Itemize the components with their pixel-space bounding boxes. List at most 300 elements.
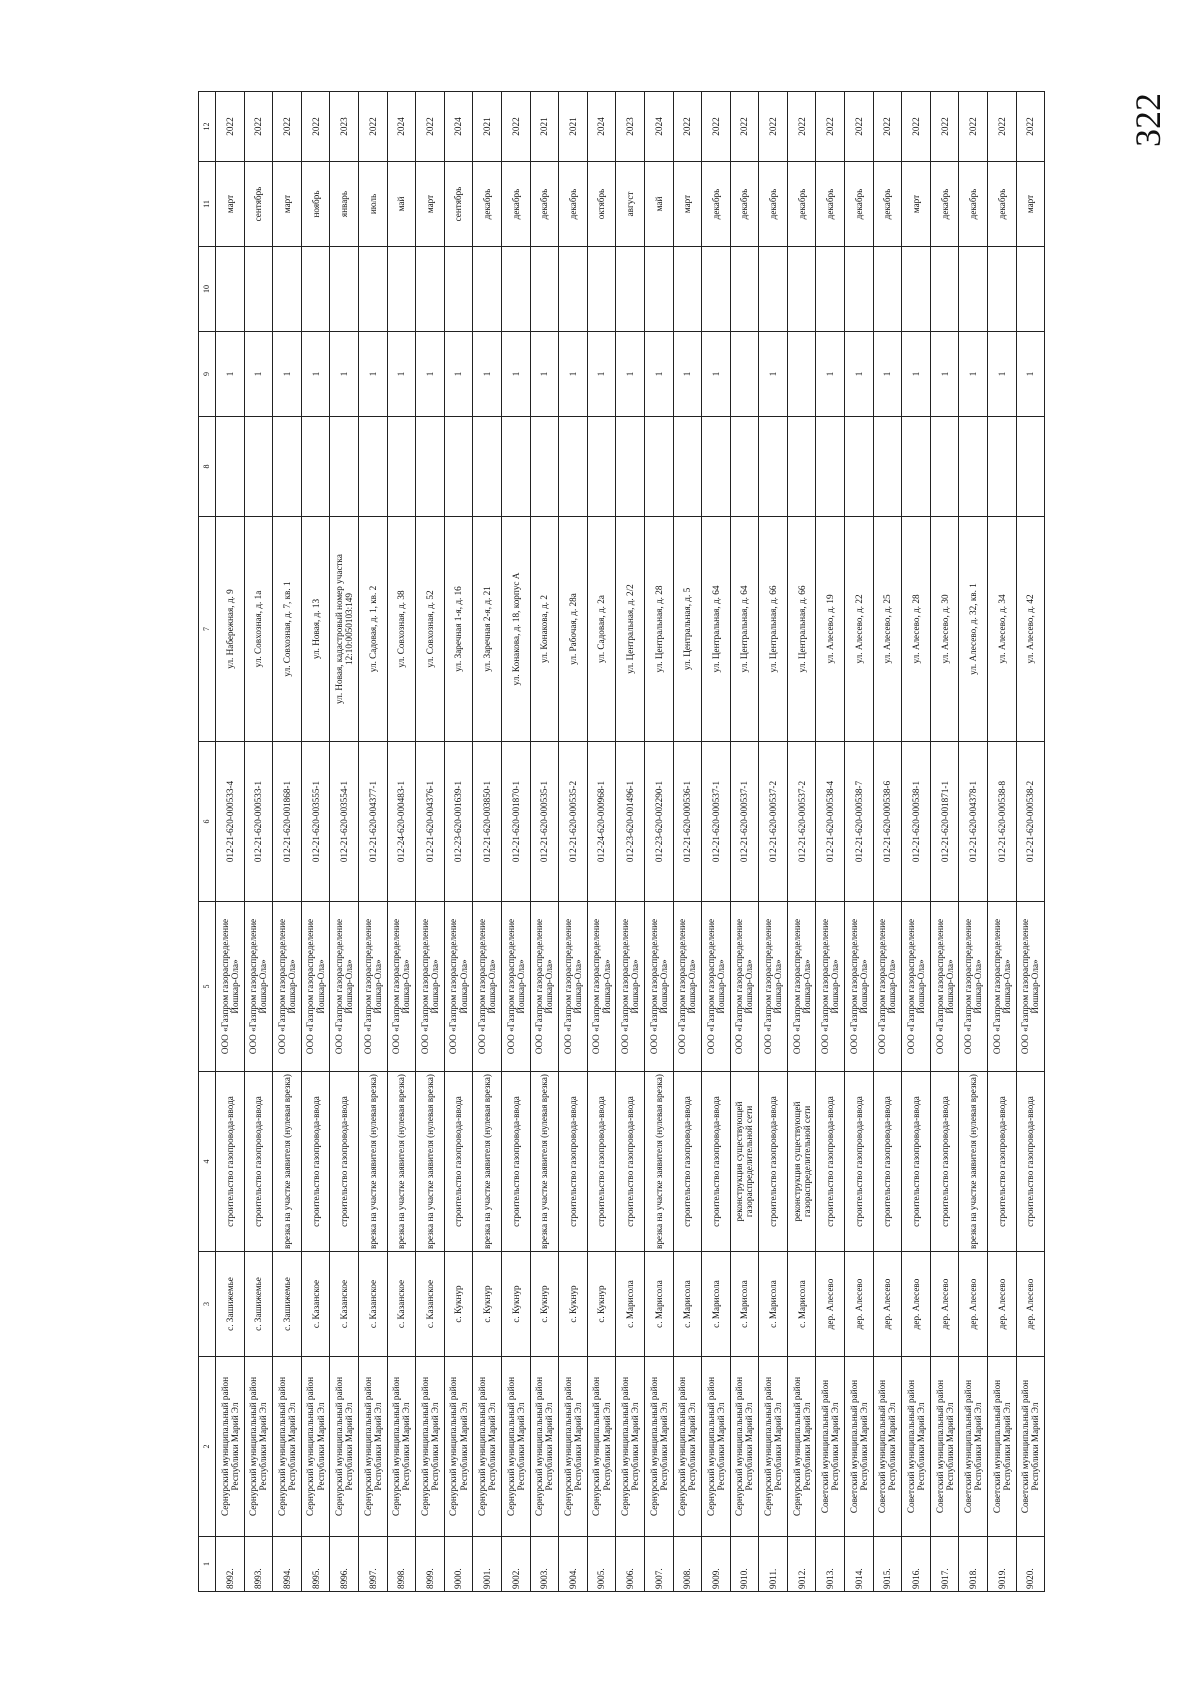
row-number: 9013. bbox=[816, 1537, 845, 1592]
row-number: 9011. bbox=[759, 1537, 788, 1592]
col8-cell bbox=[1016, 417, 1045, 517]
registration-code-cell: 012-24-620-000968-1 bbox=[587, 742, 616, 902]
district-cell: Сернурский муниципальный район Республики Марий Эл bbox=[616, 1357, 645, 1537]
row-number: 8999. bbox=[416, 1537, 445, 1592]
registration-code-cell: 012-21-620-000538-1 bbox=[902, 742, 931, 902]
organization-cell: ООО «Газпром газораспределение Йошкар-Ола» bbox=[301, 902, 330, 1072]
organization-cell: ООО «Газпром газораспределение Йошкар-Ола» bbox=[902, 902, 931, 1072]
organization-cell: ООО «Газпром газораспределение Йошкар-Ола» bbox=[501, 902, 530, 1072]
col10-cell bbox=[902, 247, 931, 332]
row-number: 9019. bbox=[988, 1537, 1017, 1592]
quantity-cell: 1 bbox=[1016, 332, 1045, 417]
district-cell: Советский муниципальный район Республики Марий Эл bbox=[902, 1357, 931, 1537]
row-number: 9006. bbox=[616, 1537, 645, 1592]
organization-cell: ООО «Газпром газораспределение Йошкар-Ола» bbox=[930, 902, 959, 1072]
table-row bbox=[501, 92, 530, 1592]
quantity-cell: 1 bbox=[358, 332, 387, 417]
quantity-cell: 1 bbox=[644, 332, 673, 417]
district-cell: Советский муниципальный район Республики Марий Эл bbox=[1016, 1357, 1045, 1537]
month-cell: декабрь bbox=[845, 162, 874, 247]
address-cell: ул. Заречная 2-я, д. 21 bbox=[473, 517, 502, 742]
quantity-cell: 1 bbox=[559, 332, 588, 417]
registration-code-cell: 012-23-620-001496-1 bbox=[616, 742, 645, 902]
district-cell: Сернурский муниципальный район Республики Марий Эл bbox=[702, 1357, 731, 1537]
district-cell: Сернурский муниципальный район Республики Марий Эл bbox=[444, 1357, 473, 1537]
year-cell: 2023 bbox=[330, 92, 359, 162]
address-cell: ул. Заречная 1-я, д. 16 bbox=[444, 517, 473, 742]
district-cell: Советский муниципальный район Республики Марий Эл bbox=[816, 1357, 845, 1537]
organization-cell: ООО «Газпром газораспределение Йошкар-Ола» bbox=[330, 902, 359, 1072]
quantity-cell: 1 bbox=[845, 332, 874, 417]
organization-cell: ООО «Газпром газораспределение Йошкар-Ола» bbox=[845, 902, 874, 1072]
table-row bbox=[330, 92, 359, 1592]
quantity-cell: 1 bbox=[930, 332, 959, 417]
year-cell: 2022 bbox=[845, 92, 874, 162]
col8-cell bbox=[816, 417, 845, 517]
organization-cell: ООО «Газпром газораспределение Йошкар-Ола» bbox=[673, 902, 702, 1072]
year-cell: 2024 bbox=[444, 92, 473, 162]
district-cell: Сернурский муниципальный район Республики Марий Эл bbox=[330, 1357, 359, 1537]
col8-cell bbox=[444, 417, 473, 517]
col10-cell bbox=[473, 247, 502, 332]
registration-code-cell: 012-23-620-001639-1 bbox=[444, 742, 473, 902]
address-cell: ул. Алесево, д. 32, кв. 1 bbox=[959, 517, 988, 742]
address-cell: ул. Центральная, д. 28 bbox=[644, 517, 673, 742]
col-header-1: 1 bbox=[199, 1537, 216, 1592]
address-cell: ул. Центральная, д. 66 bbox=[759, 517, 788, 742]
year-cell: 2021 bbox=[559, 92, 588, 162]
table-body bbox=[216, 92, 1045, 1592]
col10-cell bbox=[444, 247, 473, 332]
row-number: 9002. bbox=[501, 1537, 530, 1592]
table-row bbox=[1016, 92, 1045, 1592]
quantity-cell: 1 bbox=[902, 332, 931, 417]
address-cell: ул. Алесево, д. 28 bbox=[902, 517, 931, 742]
col-header-4: 4 bbox=[199, 1072, 216, 1252]
organization-cell: ООО «Газпром газораспределение Йошкар-Ола» bbox=[358, 902, 387, 1072]
col10-cell bbox=[616, 247, 645, 332]
organization-cell: ООО «Газпром газораспределение Йошкар-Ола» bbox=[959, 902, 988, 1072]
table-row bbox=[873, 92, 902, 1592]
district-cell: Советский муниципальный район Республики Марий Эл bbox=[988, 1357, 1017, 1537]
row-number: 8997. bbox=[358, 1537, 387, 1592]
col10-cell bbox=[387, 247, 416, 332]
row-number: 9017. bbox=[930, 1537, 959, 1592]
col-header-3: 3 bbox=[199, 1252, 216, 1357]
registration-code-cell: 012-21-620-000537-2 bbox=[759, 742, 788, 902]
col10-cell bbox=[587, 247, 616, 332]
settlement-cell: с. Казанское bbox=[330, 1252, 359, 1357]
district-cell: Сернурский муниципальный район Республики Марий Эл bbox=[387, 1357, 416, 1537]
table-row bbox=[444, 92, 473, 1592]
col8-cell bbox=[873, 417, 902, 517]
col-header-11: 11 bbox=[199, 162, 216, 247]
quantity-cell: 1 bbox=[587, 332, 616, 417]
address-cell: ул. Центральная, д. 66 bbox=[787, 517, 816, 742]
address-cell: ул. Алесево, д. 42 bbox=[1016, 517, 1045, 742]
address-cell: ул. Садовая, д. 1, кв. 2 bbox=[358, 517, 387, 742]
col-header-12: 12 bbox=[199, 92, 216, 162]
year-cell: 2022 bbox=[673, 92, 702, 162]
row-number: 9010. bbox=[730, 1537, 759, 1592]
registration-code-cell: 012-23-620-002290-1 bbox=[644, 742, 673, 902]
organization-cell: ООО «Газпром газораспределение Йошкар-Ола» bbox=[730, 902, 759, 1072]
quantity-cell: 1 bbox=[873, 332, 902, 417]
col-header-2: 2 bbox=[199, 1357, 216, 1537]
organization-cell: ООО «Газпром газораспределение Йошкар-Ола» bbox=[216, 902, 245, 1072]
row-number: 9018. bbox=[959, 1537, 988, 1592]
settlement-cell: с. Кукнур bbox=[473, 1252, 502, 1357]
col8-cell bbox=[416, 417, 445, 517]
quantity-cell bbox=[787, 332, 816, 417]
registration-code-cell: 012-21-620-000537-1 bbox=[702, 742, 731, 902]
district-cell: Сернурский муниципальный район Республики Марий Эл bbox=[787, 1357, 816, 1537]
address-cell: ул. Совхозная, д. 1а bbox=[244, 517, 273, 742]
work-type-cell: строительство газопровода-ввода bbox=[616, 1072, 645, 1252]
table-row bbox=[759, 92, 788, 1592]
col8-cell bbox=[473, 417, 502, 517]
table-row bbox=[787, 92, 816, 1592]
organization-cell: ООО «Газпром газораспределение Йошкар-Ола» bbox=[873, 902, 902, 1072]
col10-cell bbox=[816, 247, 845, 332]
col10-cell bbox=[559, 247, 588, 332]
month-cell: декабрь bbox=[930, 162, 959, 247]
month-cell: март bbox=[902, 162, 931, 247]
work-type-cell: врезка на участке заявителя (нулевая врезка) bbox=[387, 1072, 416, 1252]
row-number: 9014. bbox=[845, 1537, 874, 1592]
table-row bbox=[530, 92, 559, 1592]
quantity-cell: 1 bbox=[330, 332, 359, 417]
col8-cell bbox=[787, 417, 816, 517]
district-cell: Сернурский муниципальный район Республики Марий Эл bbox=[501, 1357, 530, 1537]
col10-cell bbox=[1016, 247, 1045, 332]
settlement-cell: с. Казанское bbox=[301, 1252, 330, 1357]
quantity-cell: 1 bbox=[416, 332, 445, 417]
row-number: 9008. bbox=[673, 1537, 702, 1592]
registration-code-cell: 012-21-620-000538-6 bbox=[873, 742, 902, 902]
district-cell: Сернурский муниципальный район Республики Марий Эл bbox=[416, 1357, 445, 1537]
col8-cell bbox=[730, 417, 759, 517]
district-cell: Советский муниципальный район Республики Марий Эл bbox=[845, 1357, 874, 1537]
organization-cell: ООО «Газпром газораспределение Йошкар-Ола» bbox=[1016, 902, 1045, 1072]
table-row bbox=[930, 92, 959, 1592]
row-number: 9015. bbox=[873, 1537, 902, 1592]
district-cell: Сернурский муниципальный район Республики Марий Эл bbox=[473, 1357, 502, 1537]
organization-cell: ООО «Газпром газораспределение Йошкар-Ола» bbox=[387, 902, 416, 1072]
organization-cell: ООО «Газпром газораспределение Йошкар-Ола» bbox=[444, 902, 473, 1072]
col10-cell bbox=[301, 247, 330, 332]
settlement-cell: с. Зашижемье bbox=[216, 1252, 245, 1357]
col10-cell bbox=[501, 247, 530, 332]
quantity-cell: 1 bbox=[530, 332, 559, 417]
col-header-6: 6 bbox=[199, 742, 216, 902]
month-cell: март bbox=[673, 162, 702, 247]
col8-cell bbox=[845, 417, 874, 517]
col8-cell bbox=[988, 417, 1017, 517]
col-header-5: 5 bbox=[199, 902, 216, 1072]
year-cell: 2022 bbox=[702, 92, 731, 162]
district-cell: Сернурский муниципальный район Республики Марий Эл bbox=[644, 1357, 673, 1537]
work-type-cell: реконструкция существующей газораспределительной сети bbox=[730, 1072, 759, 1252]
col8-cell bbox=[759, 417, 788, 517]
quantity-cell: 1 bbox=[473, 332, 502, 417]
quantity-cell: 1 bbox=[387, 332, 416, 417]
col10-cell bbox=[787, 247, 816, 332]
header-row bbox=[199, 92, 216, 1592]
address-cell: ул. Конакова, д. 18, корпус А bbox=[501, 517, 530, 742]
table-row bbox=[673, 92, 702, 1592]
year-cell: 2023 bbox=[616, 92, 645, 162]
work-type-cell: строительство газопровода-ввода bbox=[444, 1072, 473, 1252]
address-cell: ул. Совхозная, д. 52 bbox=[416, 517, 445, 742]
quantity-cell: 1 bbox=[244, 332, 273, 417]
district-cell: Сернурский муниципальный район Республики Марий Эл bbox=[730, 1357, 759, 1537]
organization-cell: ООО «Газпром газораспределение Йошкар-Ола» bbox=[988, 902, 1017, 1072]
table-row bbox=[216, 92, 245, 1592]
table-container bbox=[198, 92, 1041, 1592]
settlement-cell: дер. Алесево bbox=[816, 1252, 845, 1357]
address-cell: ул. Новая, д. 13 bbox=[301, 517, 330, 742]
settlement-cell: с. Зашижемье bbox=[273, 1252, 302, 1357]
district-cell: Сернурский муниципальный район Республики Марий Эл bbox=[559, 1357, 588, 1537]
work-type-cell: врезка на участке заявителя (нулевая врезка) bbox=[273, 1072, 302, 1252]
table-row bbox=[273, 92, 302, 1592]
row-number: 9016. bbox=[902, 1537, 931, 1592]
quantity-cell: 1 bbox=[759, 332, 788, 417]
month-cell: март bbox=[273, 162, 302, 247]
year-cell: 2022 bbox=[1016, 92, 1045, 162]
district-cell: Сернурский муниципальный район Республики Марий Эл bbox=[216, 1357, 245, 1537]
table-row bbox=[301, 92, 330, 1592]
organization-cell: ООО «Газпром газораспределение Йошкар-Ола» bbox=[702, 902, 731, 1072]
address-cell: ул. Рабочая, д. 28а bbox=[559, 517, 588, 742]
col10-cell bbox=[730, 247, 759, 332]
col8-cell bbox=[301, 417, 330, 517]
year-cell: 2022 bbox=[216, 92, 245, 162]
col8-cell bbox=[587, 417, 616, 517]
year-cell: 2022 bbox=[358, 92, 387, 162]
registration-code-cell: 012-24-620-000483-1 bbox=[387, 742, 416, 902]
district-cell: Сернурский муниципальный район Республики Марий Эл bbox=[759, 1357, 788, 1537]
col10-cell bbox=[702, 247, 731, 332]
settlement-cell: дер. Алесево bbox=[902, 1252, 931, 1357]
quantity-cell: 1 bbox=[959, 332, 988, 417]
rotated-table-layer bbox=[198, 92, 1041, 1592]
col10-cell bbox=[873, 247, 902, 332]
row-number: 8993. bbox=[244, 1537, 273, 1592]
settlement-cell: с. Марисола bbox=[702, 1252, 731, 1357]
table-row bbox=[730, 92, 759, 1592]
address-cell: ул. Алесево, д. 19 bbox=[816, 517, 845, 742]
settlement-cell: дер. Алесево bbox=[959, 1252, 988, 1357]
col10-cell bbox=[216, 247, 245, 332]
settlement-cell: с. Марисола bbox=[616, 1252, 645, 1357]
organization-cell: ООО «Газпром газораспределение Йошкар-Ола» bbox=[559, 902, 588, 1072]
work-type-cell: строительство газопровода-ввода bbox=[587, 1072, 616, 1252]
work-type-cell: строительство газопровода-ввода bbox=[873, 1072, 902, 1252]
row-number: 8992. bbox=[216, 1537, 245, 1592]
month-cell: март bbox=[416, 162, 445, 247]
month-cell: март bbox=[216, 162, 245, 247]
registration-code-cell: 012-21-620-004376-1 bbox=[416, 742, 445, 902]
row-number: 9001. bbox=[473, 1537, 502, 1592]
work-type-cell: врезка на участке заявителя (нулевая врезка) bbox=[416, 1072, 445, 1252]
col10-cell bbox=[273, 247, 302, 332]
registration-code-cell: 012-21-620-000538-7 bbox=[845, 742, 874, 902]
col8-cell bbox=[644, 417, 673, 517]
district-cell: Сернурский муниципальный район Республики Марий Эл bbox=[673, 1357, 702, 1537]
table-row bbox=[644, 92, 673, 1592]
year-cell: 2024 bbox=[587, 92, 616, 162]
col10-cell bbox=[416, 247, 445, 332]
organization-cell: ООО «Газпром газораспределение Йошкар-Ола» bbox=[530, 902, 559, 1072]
work-type-cell: строительство газопровода-ввода bbox=[330, 1072, 359, 1252]
col8-cell bbox=[273, 417, 302, 517]
organization-cell: ООО «Газпром газораспределение Йошкар-Ола» bbox=[816, 902, 845, 1072]
table-row bbox=[416, 92, 445, 1592]
district-cell: Советский муниципальный район Республики Марий Эл bbox=[959, 1357, 988, 1537]
col10-cell bbox=[673, 247, 702, 332]
row-number: 9009. bbox=[702, 1537, 731, 1592]
month-cell: декабрь bbox=[988, 162, 1017, 247]
month-cell: декабрь bbox=[702, 162, 731, 247]
col-header-10: 10 bbox=[199, 247, 216, 332]
year-cell: 2024 bbox=[387, 92, 416, 162]
row-number: 9000. bbox=[444, 1537, 473, 1592]
month-cell: ноябрь bbox=[301, 162, 330, 247]
year-cell: 2022 bbox=[759, 92, 788, 162]
col10-cell bbox=[358, 247, 387, 332]
work-type-cell: строительство газопровода-ввода bbox=[1016, 1072, 1045, 1252]
district-cell: Советский муниципальный район Республики Марий Эл bbox=[873, 1357, 902, 1537]
settlement-cell: с. Марисола bbox=[673, 1252, 702, 1357]
settlement-cell: дер. Алесево bbox=[873, 1252, 902, 1357]
table-row bbox=[702, 92, 731, 1592]
quantity-cell: 1 bbox=[301, 332, 330, 417]
year-cell: 2022 bbox=[301, 92, 330, 162]
col10-cell bbox=[759, 247, 788, 332]
settlement-cell: с. Марисола bbox=[644, 1252, 673, 1357]
settlement-cell: с. Марисола bbox=[730, 1252, 759, 1357]
registration-code-cell: 012-21-620-000533-1 bbox=[244, 742, 273, 902]
table-header bbox=[199, 92, 216, 1592]
settlement-cell: с. Марисола bbox=[759, 1252, 788, 1357]
col10-cell bbox=[988, 247, 1017, 332]
row-number: 8995. bbox=[301, 1537, 330, 1592]
table-row bbox=[559, 92, 588, 1592]
registration-code-cell: 012-21-620-004378-1 bbox=[959, 742, 988, 902]
registration-code-cell: 012-21-620-001868-1 bbox=[273, 742, 302, 902]
registration-code-cell: 012-21-620-000538-2 bbox=[1016, 742, 1045, 902]
data-table bbox=[198, 91, 1045, 1592]
quantity-cell bbox=[730, 332, 759, 417]
table-row bbox=[358, 92, 387, 1592]
organization-cell: ООО «Газпром газораспределение Йошкар-Ола» bbox=[616, 902, 645, 1072]
work-type-cell: строительство газопровода-ввода bbox=[216, 1072, 245, 1252]
table-row bbox=[616, 92, 645, 1592]
month-cell: сентябрь bbox=[244, 162, 273, 247]
col8-cell bbox=[530, 417, 559, 517]
work-type-cell: строительство газопровода-ввода bbox=[301, 1072, 330, 1252]
col8-cell bbox=[501, 417, 530, 517]
table-row bbox=[473, 92, 502, 1592]
organization-cell: ООО «Газпром газораспределение Йошкар-Ола» bbox=[473, 902, 502, 1072]
col-header-8: 8 bbox=[199, 417, 216, 517]
col10-cell bbox=[959, 247, 988, 332]
settlement-cell: с. Кукнур bbox=[559, 1252, 588, 1357]
year-cell: 2022 bbox=[816, 92, 845, 162]
row-number: 9012. bbox=[787, 1537, 816, 1592]
address-cell: ул. Центральная, д. 5 bbox=[673, 517, 702, 742]
address-cell: ул. Садовая, д. 2а bbox=[587, 517, 616, 742]
settlement-cell: с. Кукнур bbox=[587, 1252, 616, 1357]
col10-cell bbox=[845, 247, 874, 332]
quantity-cell: 1 bbox=[616, 332, 645, 417]
year-cell: 2022 bbox=[988, 92, 1017, 162]
registration-code-cell: 012-21-620-000538-4 bbox=[816, 742, 845, 902]
organization-cell: ООО «Газпром газораспределение Йошкар-Ола» bbox=[587, 902, 616, 1072]
table-row bbox=[959, 92, 988, 1592]
month-cell: январь bbox=[330, 162, 359, 247]
year-cell: 2022 bbox=[730, 92, 759, 162]
month-cell: август bbox=[616, 162, 645, 247]
settlement-cell: с. Кукнур bbox=[501, 1252, 530, 1357]
registration-code-cell: 012-21-620-000533-4 bbox=[216, 742, 245, 902]
registration-code-cell: 012-21-620-003850-1 bbox=[473, 742, 502, 902]
settlement-cell: с. Зашижемье bbox=[244, 1252, 273, 1357]
table-row bbox=[244, 92, 273, 1592]
registration-code-cell: 012-21-620-003555-1 bbox=[301, 742, 330, 902]
year-cell: 2022 bbox=[273, 92, 302, 162]
table-row bbox=[587, 92, 616, 1592]
address-cell: ул. Центральная, д. 64 bbox=[730, 517, 759, 742]
registration-code-cell: 012-21-620-000535-2 bbox=[559, 742, 588, 902]
year-cell: 2022 bbox=[902, 92, 931, 162]
col8-cell bbox=[244, 417, 273, 517]
address-cell: ул. Алесево, д. 34 bbox=[988, 517, 1017, 742]
year-cell: 2022 bbox=[787, 92, 816, 162]
year-cell: 2022 bbox=[873, 92, 902, 162]
work-type-cell: врезка на участке заявителя (нулевая врезка) bbox=[644, 1072, 673, 1252]
col8-cell bbox=[930, 417, 959, 517]
month-cell: декабрь bbox=[730, 162, 759, 247]
col10-cell bbox=[930, 247, 959, 332]
month-cell: декабрь bbox=[501, 162, 530, 247]
year-cell: 2022 bbox=[930, 92, 959, 162]
district-cell: Советский муниципальный район Республики Марий Эл bbox=[930, 1357, 959, 1537]
organization-cell: ООО «Газпром газораспределение Йошкар-Ола» bbox=[273, 902, 302, 1072]
work-type-cell: строительство газопровода-ввода bbox=[702, 1072, 731, 1252]
work-type-cell: врезка на участке заявителя (нулевая врезка) bbox=[959, 1072, 988, 1252]
table-row bbox=[387, 92, 416, 1592]
quantity-cell: 1 bbox=[702, 332, 731, 417]
col-header-9: 9 bbox=[199, 332, 216, 417]
settlement-cell: дер. Алесево bbox=[930, 1252, 959, 1357]
address-cell: ул. Совхозная, д. 38 bbox=[387, 517, 416, 742]
work-type-cell: реконструкция существующей газораспределительной сети bbox=[787, 1072, 816, 1252]
registration-code-cell: 012-21-620-003554-1 bbox=[330, 742, 359, 902]
col8-cell bbox=[616, 417, 645, 517]
registration-code-cell: 012-21-620-000536-1 bbox=[673, 742, 702, 902]
col10-cell bbox=[644, 247, 673, 332]
settlement-cell: с. Кукнур bbox=[530, 1252, 559, 1357]
quantity-cell: 1 bbox=[501, 332, 530, 417]
year-cell: 2021 bbox=[473, 92, 502, 162]
year-cell: 2022 bbox=[416, 92, 445, 162]
col8-cell bbox=[216, 417, 245, 517]
work-type-cell: врезка на участке заявителя (нулевая врезка) bbox=[530, 1072, 559, 1252]
address-cell: ул. Алесево, д. 22 bbox=[845, 517, 874, 742]
